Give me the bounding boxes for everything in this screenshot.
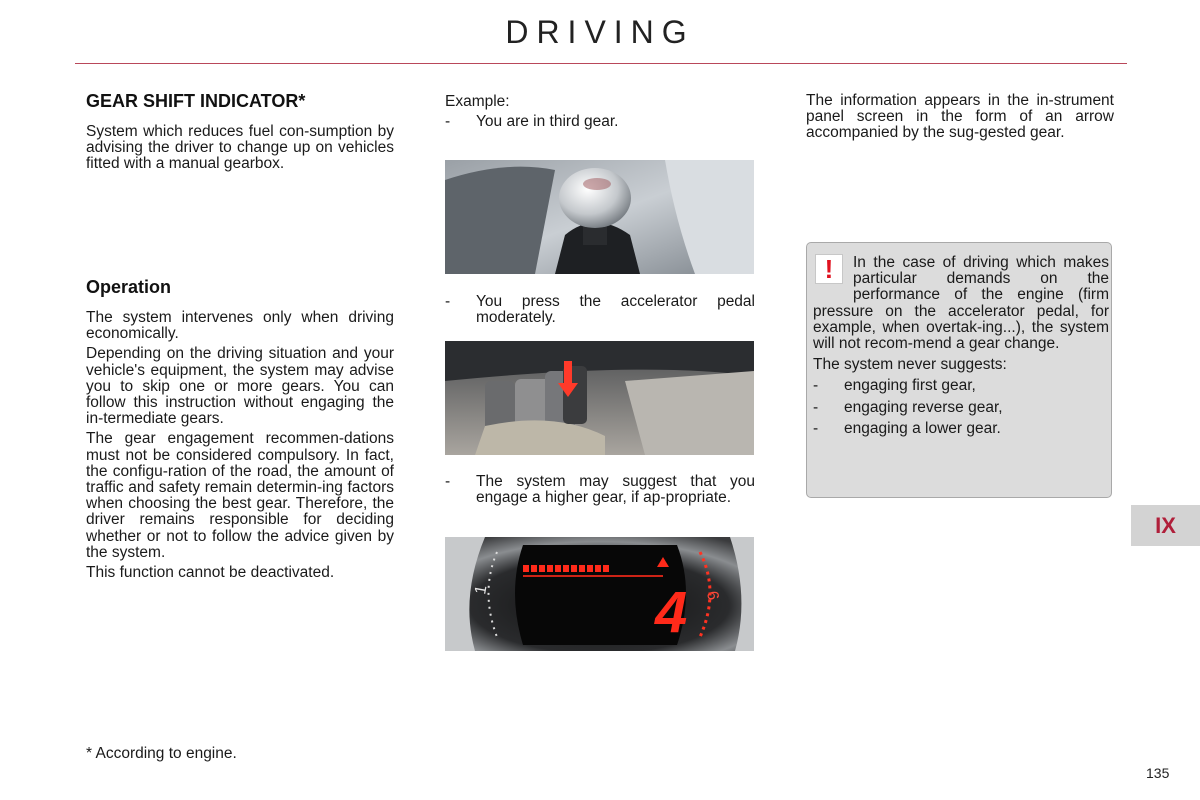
gear-lever-photo: [445, 160, 754, 274]
list-dash: -: [813, 398, 819, 416]
step-item: [445, 294, 755, 326]
never-suggests-label: The system never suggests:: [813, 356, 1007, 374]
step-text: You are in third gear.: [476, 113, 619, 130]
gauge-marker-left: 1: [472, 583, 491, 596]
warning-list-item: [813, 400, 1109, 416]
operation-paragraph: This function cannot be deactivated.: [86, 564, 335, 582]
list-dash: -: [813, 377, 819, 395]
warning-list-item: [813, 378, 1109, 394]
chapter-tab[interactable]: IX: [1131, 505, 1200, 546]
suggested-gear-digit: 4: [655, 580, 688, 645]
icon-spacer: [813, 255, 853, 301]
footnote: * According to engine.: [86, 745, 237, 762]
operation-heading: Operation: [86, 277, 172, 297]
list-dash: -: [813, 419, 819, 437]
warning-paragraph: In the case of driving which makes particular demands on the performance of the engine (firm pressure on the accelerator pedal, for example, when overtak-ing...), the system will not recom-mend a gear change.: [813, 254, 1109, 353]
operation-paragraph: The gear engagement recommen-dations must not be considered compulsory. In fact, the configu-ration of the road, the amount of traffic and safety remain determin-ing factors when choosing the best gear. Therefore, the driver remains responsible for deciding whether or not to follow the advice given by the system.: [86, 430, 394, 561]
step-text: You press the accelerator pedal moderately.: [476, 293, 755, 327]
page-number: 135: [1146, 765, 1170, 781]
list-text: engaging first gear,: [844, 377, 976, 395]
exclamation-icon: !: [815, 254, 843, 284]
step-dash: -: [445, 473, 451, 490]
accelerator-pedal-photo: [445, 341, 754, 455]
intro-paragraph: System which reduces fuel con-sumption by advising the driver to change up on vehicles fitted with a manual gearbox.: [86, 123, 394, 173]
step-dash: -: [445, 293, 451, 310]
example-label: Example:: [445, 93, 510, 110]
section-heading: GEAR SHIFT INDICATOR*: [86, 91, 306, 111]
list-text: engaging a lower gear.: [844, 419, 1001, 437]
step-dash: -: [445, 113, 451, 130]
instrument-display-photo: [445, 537, 754, 651]
page-title: DRIVING: [505, 14, 695, 50]
display-info-paragraph: The information appears in the in-strument panel screen in the form of an arrow accompanied by the sug-gested gear.: [806, 92, 1114, 142]
operation-text: [86, 310, 394, 585]
step-item: [445, 474, 755, 506]
title-divider: [75, 63, 1127, 64]
list-text: engaging reverse gear,: [844, 398, 1003, 416]
step-item: [445, 114, 755, 130]
gauge-marker-right: 6: [703, 589, 722, 602]
step-text: The system may suggest that you engage a higher gear, if ap-propriate.: [476, 473, 755, 507]
warning-text-block: [813, 255, 1109, 437]
operation-paragraph: The system intervenes only when driving economically.: [86, 309, 394, 343]
warning-list-item: [813, 421, 1109, 437]
operation-paragraph: Depending on the driving situation and your vehicle's equipment, the system may advise you to skip one or more gears. You can follow this instruction without engaging the in-termediate gears.: [86, 345, 394, 428]
warning-box: [806, 242, 1112, 498]
